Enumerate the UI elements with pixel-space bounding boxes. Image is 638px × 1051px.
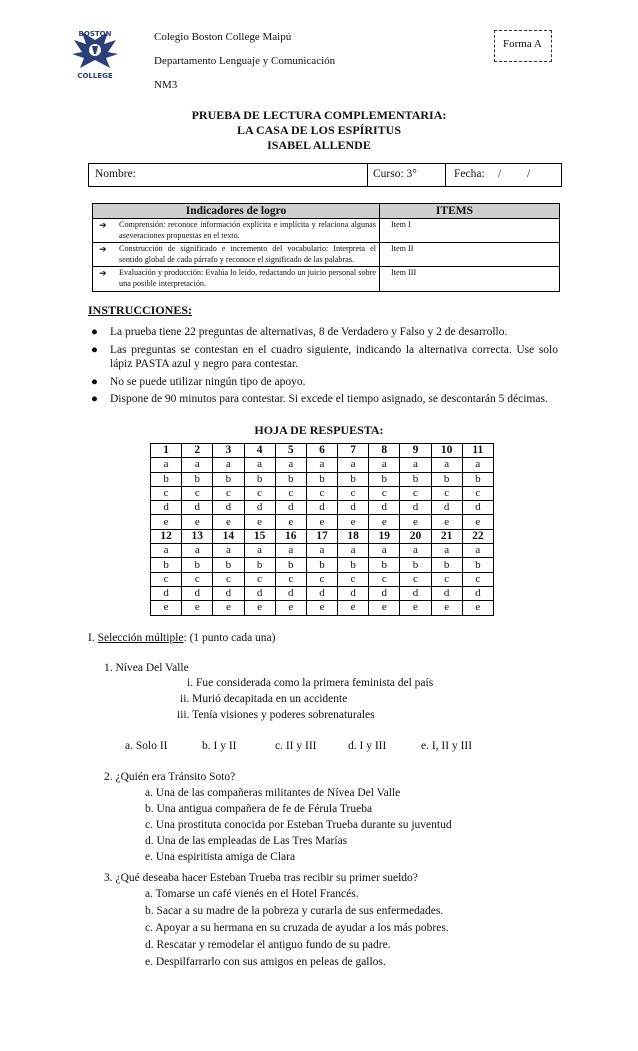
answer-choice-cell[interactable]: d: [338, 501, 369, 515]
answer-choice-cell[interactable]: e: [462, 601, 493, 615]
answer-choice-cell[interactable]: c: [213, 486, 244, 500]
bullet-icon: ●: [91, 326, 98, 338]
answer-choice-cell[interactable]: e: [431, 601, 462, 615]
answer-choice-cell[interactable]: b: [462, 558, 493, 572]
answer-choice-cell[interactable]: e: [369, 601, 400, 615]
answer-choice-cell[interactable]: a: [182, 544, 213, 558]
question-stem: 1. Nívea Del Valle: [104, 662, 189, 674]
answer-choice-cell[interactable]: d: [338, 586, 369, 600]
answer-choice-cell[interactable]: c: [213, 572, 244, 586]
question-number: 4: [244, 444, 275, 458]
answer-option[interactable]: a. Tomarse un café vienés en el Hotel Francés.: [145, 888, 359, 900]
school-logo: [66, 24, 124, 82]
bullet-icon: ●: [91, 375, 98, 388]
answer-choice-cell[interactable]: b: [400, 558, 431, 572]
question-number: 9: [400, 444, 431, 458]
answer-choice-cell[interactable]: e: [462, 515, 493, 529]
answer-choice-cell[interactable]: c: [244, 572, 275, 586]
answer-choice-cell[interactable]: c: [151, 486, 182, 500]
indicator-row: [93, 219, 560, 243]
bullet-icon: ●: [91, 343, 98, 356]
answer-choice-cell[interactable]: a: [462, 544, 493, 558]
answer-choice-cell[interactable]: d: [306, 586, 337, 600]
answer-option[interactable]: e. Una espiritista amiga de Clara: [145, 851, 296, 863]
answer-choice-cell[interactable]: b: [275, 558, 306, 572]
answer-choice-cell[interactable]: c: [275, 486, 306, 500]
answer-choice-cell[interactable]: d: [462, 501, 493, 515]
answer-choice-cell[interactable]: e: [151, 515, 182, 529]
answer-option[interactable]: a. Solo II: [125, 740, 168, 752]
question-number: 7: [338, 444, 369, 458]
arrow-right-icon: ➔: [99, 268, 107, 279]
question-number: 12: [151, 529, 182, 543]
answer-choice-cell[interactable]: e: [182, 515, 213, 529]
question-number: 20: [400, 529, 431, 543]
answer-choice-cell[interactable]: a: [369, 458, 400, 472]
answer-choice-cell[interactable]: b: [338, 472, 369, 486]
answer-sheet-table: [150, 443, 494, 616]
instruction-item: ● La prueba tiene 22 preguntas de alternativas, 8 de Verdadero y Falso y 2 de desarrollo.: [91, 326, 508, 338]
question-stem: 2. ¿Quién era Tránsito Soto?: [104, 771, 236, 783]
answer-sheet-title: HOJA DE RESPUESTA:: [254, 423, 384, 437]
answer-choice-cell[interactable]: e: [431, 515, 462, 529]
svg-text:BOSTON: BOSTON: [78, 30, 112, 38]
answer-option[interactable]: c. Una prostituta conocida por Esteban Trueba durante su juventud: [145, 819, 452, 831]
answer-choice-cell[interactable]: b: [431, 472, 462, 486]
question-number: 3: [213, 444, 244, 458]
answer-choice-cell[interactable]: d: [275, 586, 306, 600]
indicator-item: Item II: [380, 243, 560, 267]
answer-choice-cell[interactable]: a: [338, 544, 369, 558]
answer-choice-cell[interactable]: d: [213, 586, 244, 600]
answer-choice-cell[interactable]: a: [306, 544, 337, 558]
answer-option[interactable]: a. Una de las compañeras militantes de Nívea Del Valle: [145, 787, 401, 799]
answer-choice-cell[interactable]: e: [275, 515, 306, 529]
answer-choice-cell[interactable]: c: [244, 486, 275, 500]
level-label: NM3: [154, 79, 178, 91]
instructions-heading: INSTRUCCIONES:: [88, 303, 193, 317]
name-field[interactable]: Nombre:: [95, 168, 136, 180]
answer-choice-cell[interactable]: c: [369, 572, 400, 586]
answer-option[interactable]: b. Una antigua compañera de fe de Férula Trueba: [145, 803, 373, 815]
answer-choice-cell[interactable]: c: [462, 486, 493, 500]
indicator-row: [93, 267, 560, 291]
answer-choice-cell[interactable]: a: [338, 458, 369, 472]
answer-choice-cell[interactable]: b: [213, 558, 244, 572]
student-info-box: [88, 163, 562, 187]
answer-choice-cell[interactable]: d: [151, 501, 182, 515]
book-title: LA CASA DE LOS ESPÍRITUS: [236, 123, 402, 137]
answer-option-row: [151, 501, 494, 515]
school-name: Colegio Boston College Maipú: [154, 31, 292, 43]
answer-choice-cell[interactable]: d: [400, 586, 431, 600]
indicators-header: Indicadores de logro: [93, 204, 380, 219]
question-number: 19: [369, 529, 400, 543]
exam-title: PRUEBA DE LECTURA COMPLEMENTARIA:: [191, 108, 447, 122]
answer-choice-cell[interactable]: c: [182, 572, 213, 586]
answer-choice-cell[interactable]: a: [275, 458, 306, 472]
answer-choice-cell[interactable]: a: [151, 458, 182, 472]
answer-choice-cell[interactable]: a: [400, 544, 431, 558]
question-number: 6: [306, 444, 337, 458]
course-field[interactable]: Curso: 3°: [373, 168, 417, 180]
answer-choice-cell[interactable]: a: [400, 458, 431, 472]
question-number: 22: [462, 529, 493, 543]
answer-choice-cell[interactable]: d: [306, 501, 337, 515]
answer-option[interactable]: b. Sacar a su madre de la pobreza y curarla de sus enfermedades.: [145, 905, 444, 917]
question-number: 21: [431, 529, 462, 543]
answer-choice-cell[interactable]: e: [338, 601, 369, 615]
answer-choice-cell[interactable]: e: [244, 601, 275, 615]
answer-choice-cell[interactable]: e: [213, 515, 244, 529]
answer-choice-cell[interactable]: a: [431, 544, 462, 558]
answer-choice-cell[interactable]: b: [462, 472, 493, 486]
answer-choice-cell[interactable]: d: [400, 501, 431, 515]
answer-choice-cell[interactable]: a: [182, 458, 213, 472]
answer-option-row: [151, 601, 494, 615]
answer-choice-cell[interactable]: e: [369, 515, 400, 529]
answer-choice-cell[interactable]: b: [244, 558, 275, 572]
indicator-row: [93, 243, 560, 267]
answer-choice-cell[interactable]: e: [244, 515, 275, 529]
question-statement: iii. Tenía visiones y poderes sobrenaturales: [177, 709, 375, 721]
answer-choice-cell[interactable]: c: [338, 572, 369, 586]
answer-choice-cell[interactable]: d: [369, 586, 400, 600]
indicator-item: Item III: [380, 267, 560, 291]
question-number: 16: [275, 529, 306, 543]
question-number: 8: [369, 444, 400, 458]
answer-number-row: [151, 444, 494, 458]
answer-option-row: [151, 558, 494, 572]
answer-choice-cell[interactable]: b: [275, 472, 306, 486]
question-number: 5: [275, 444, 306, 458]
answer-choice-cell[interactable]: c: [400, 486, 431, 500]
arrow-right-icon: ➔: [99, 244, 107, 255]
date-separator: /: [498, 168, 502, 180]
svg-text:COLLEGE: COLLEGE: [77, 72, 113, 80]
answer-choice-cell[interactable]: b: [369, 472, 400, 486]
answer-choice-cell[interactable]: b: [338, 558, 369, 572]
author-name: ISABEL ALLENDE: [267, 138, 371, 152]
arrow-right-icon: ➔: [99, 220, 107, 230]
items-header: ITEMS: [380, 204, 560, 219]
question-number: 1: [151, 444, 182, 458]
answer-choice-cell[interactable]: d: [369, 501, 400, 515]
answer-choice-cell[interactable]: c: [275, 572, 306, 586]
date-separator: /: [527, 168, 531, 180]
answer-choice-cell[interactable]: c: [182, 486, 213, 500]
answer-choice-cell[interactable]: c: [369, 486, 400, 500]
answer-choice-cell[interactable]: c: [151, 572, 182, 586]
indicators-table: [92, 203, 560, 292]
question-statement: i. Fue considerada como la primera feminista del país: [187, 677, 434, 689]
answer-choice-cell[interactable]: c: [338, 486, 369, 500]
answer-choice-cell[interactable]: d: [431, 586, 462, 600]
answer-choice-cell[interactable]: a: [306, 458, 337, 472]
question-stem: 3. ¿Qué deseaba hacer Esteban Trueba tras recibir su primer sueldo?: [104, 872, 418, 884]
question-number: 17: [306, 529, 337, 543]
answer-choice-cell[interactable]: c: [306, 572, 337, 586]
question-number: 10: [431, 444, 462, 458]
answer-choice-cell[interactable]: e: [338, 515, 369, 529]
answer-choice-cell[interactable]: e: [182, 601, 213, 615]
answer-choice-cell[interactable]: a: [462, 458, 493, 472]
answer-choice-cell[interactable]: a: [244, 458, 275, 472]
instruction-item: ● Las preguntas se contestan en el cuadro siguiente, indicando la alternativa correcta. Use solo lápiz PASTA azul y negro para contestar.: [91, 343, 558, 371]
answer-choice-cell[interactable]: e: [275, 601, 306, 615]
question-number: 11: [462, 444, 493, 458]
answer-choice-cell[interactable]: d: [182, 501, 213, 515]
department-name: Departamento Lenguaje y Comunicación: [154, 55, 336, 67]
instruction-item: ● No se puede utilizar ningún tipo de apoyo.: [91, 375, 306, 388]
answer-choice-cell[interactable]: a: [369, 544, 400, 558]
answer-option-row: [151, 486, 494, 500]
question-number: 13: [182, 529, 213, 543]
indicator-text: Evaluación y producción: Evalúa lo leído, redactando un juicio personal sobre una posible interpretación.: [119, 268, 376, 288]
indicator-item: Item I: [380, 219, 560, 243]
instructions-list: [88, 325, 558, 410]
answer-choice-cell[interactable]: a: [244, 544, 275, 558]
section-title: I. Selección múltiple: (1 punto cada una): [88, 632, 276, 644]
answer-option-row: [151, 458, 494, 472]
answer-choice-cell[interactable]: b: [244, 472, 275, 486]
question-number: 15: [244, 529, 275, 543]
question-statement: ii. Murió decapitada en un accidente: [180, 693, 348, 705]
answer-choice-cell[interactable]: e: [306, 515, 337, 529]
answer-choice-cell[interactable]: b: [400, 472, 431, 486]
answer-choice-cell[interactable]: d: [462, 586, 493, 600]
question-number: 18: [338, 529, 369, 543]
answer-option[interactable]: c. Apoyar a su hermana en su cruzada de ayudar a los más pobres.: [145, 922, 449, 934]
answer-option-row: [151, 544, 494, 558]
answer-choice-cell[interactable]: b: [306, 558, 337, 572]
answer-choice-cell[interactable]: d: [431, 501, 462, 515]
answer-option[interactable]: b. I y II: [202, 740, 237, 752]
answer-option-row: [151, 472, 494, 486]
answer-choice-cell[interactable]: b: [182, 558, 213, 572]
answer-choice-cell[interactable]: b: [151, 558, 182, 572]
indicator-text: Comprensión: reconoce información explícita e implícita y relaciona algunas aseveraciones propuestas en el texto.: [119, 220, 376, 240]
answer-choice-cell[interactable]: e: [306, 601, 337, 615]
instruction-item: ● Dispone de 90 minutos para contestar. Si excede el tiempo asignado, se descontarán 5 décimas.: [91, 393, 548, 406]
answer-choice-cell[interactable]: d: [275, 501, 306, 515]
answer-option[interactable]: c. II y III: [275, 740, 317, 752]
answer-option[interactable]: d. I y III: [348, 740, 387, 752]
answer-choice-cell[interactable]: c: [306, 486, 337, 500]
answer-option-row: [151, 586, 494, 600]
bullet-icon: ●: [91, 393, 98, 406]
answer-choice-cell[interactable]: c: [462, 572, 493, 586]
answer-option-row: [151, 515, 494, 529]
question-number: 14: [213, 529, 244, 543]
answer-choice-cell[interactable]: b: [182, 472, 213, 486]
forma-box: Forma A: [494, 30, 552, 62]
answer-option[interactable]: e. Despilfarrarlo con sus amigos en peleas de gallos.: [145, 956, 386, 968]
answer-choice-cell[interactable]: b: [151, 472, 182, 486]
answer-choice-cell[interactable]: a: [275, 544, 306, 558]
answer-choice-cell[interactable]: e: [151, 601, 182, 615]
answer-choice-cell[interactable]: a: [151, 544, 182, 558]
answer-option[interactable]: e. I, II y III: [421, 740, 473, 752]
answer-option[interactable]: d. Una de las empleadas de Las Tres Marías: [145, 835, 348, 847]
answer-choice-cell[interactable]: e: [213, 601, 244, 615]
answer-choice-cell[interactable]: a: [431, 458, 462, 472]
date-field[interactable]: Fecha:: [454, 168, 485, 180]
answer-number-row: [151, 529, 494, 543]
answer-choice-cell[interactable]: b: [431, 558, 462, 572]
answer-choice-cell[interactable]: a: [213, 458, 244, 472]
answer-choice-cell[interactable]: e: [400, 515, 431, 529]
answer-choice-cell[interactable]: c: [431, 486, 462, 500]
answer-choice-cell[interactable]: b: [213, 472, 244, 486]
answer-choice-cell[interactable]: e: [400, 601, 431, 615]
answer-option-row: [151, 572, 494, 586]
question-number: 2: [182, 444, 213, 458]
answer-choice-cell[interactable]: d: [244, 501, 275, 515]
answer-choice-cell[interactable]: d: [151, 586, 182, 600]
answer-choice-cell[interactable]: c: [431, 572, 462, 586]
answer-choice-cell[interactable]: a: [213, 544, 244, 558]
answer-choice-cell[interactable]: c: [400, 572, 431, 586]
answer-choice-cell[interactable]: d: [182, 586, 213, 600]
answer-choice-cell[interactable]: b: [306, 472, 337, 486]
answer-choice-cell[interactable]: b: [369, 558, 400, 572]
answer-choice-cell[interactable]: d: [213, 501, 244, 515]
answer-choice-cell[interactable]: d: [244, 586, 275, 600]
indicator-text: Construcción de significado e incremento del vocabulario: Interpreta el sentido global de cada párrafo y reconoce el significado de las palabras.: [119, 244, 376, 264]
answer-option[interactable]: d. Rescatar y remodelar el antiguo fundo de su padre.: [145, 939, 391, 951]
